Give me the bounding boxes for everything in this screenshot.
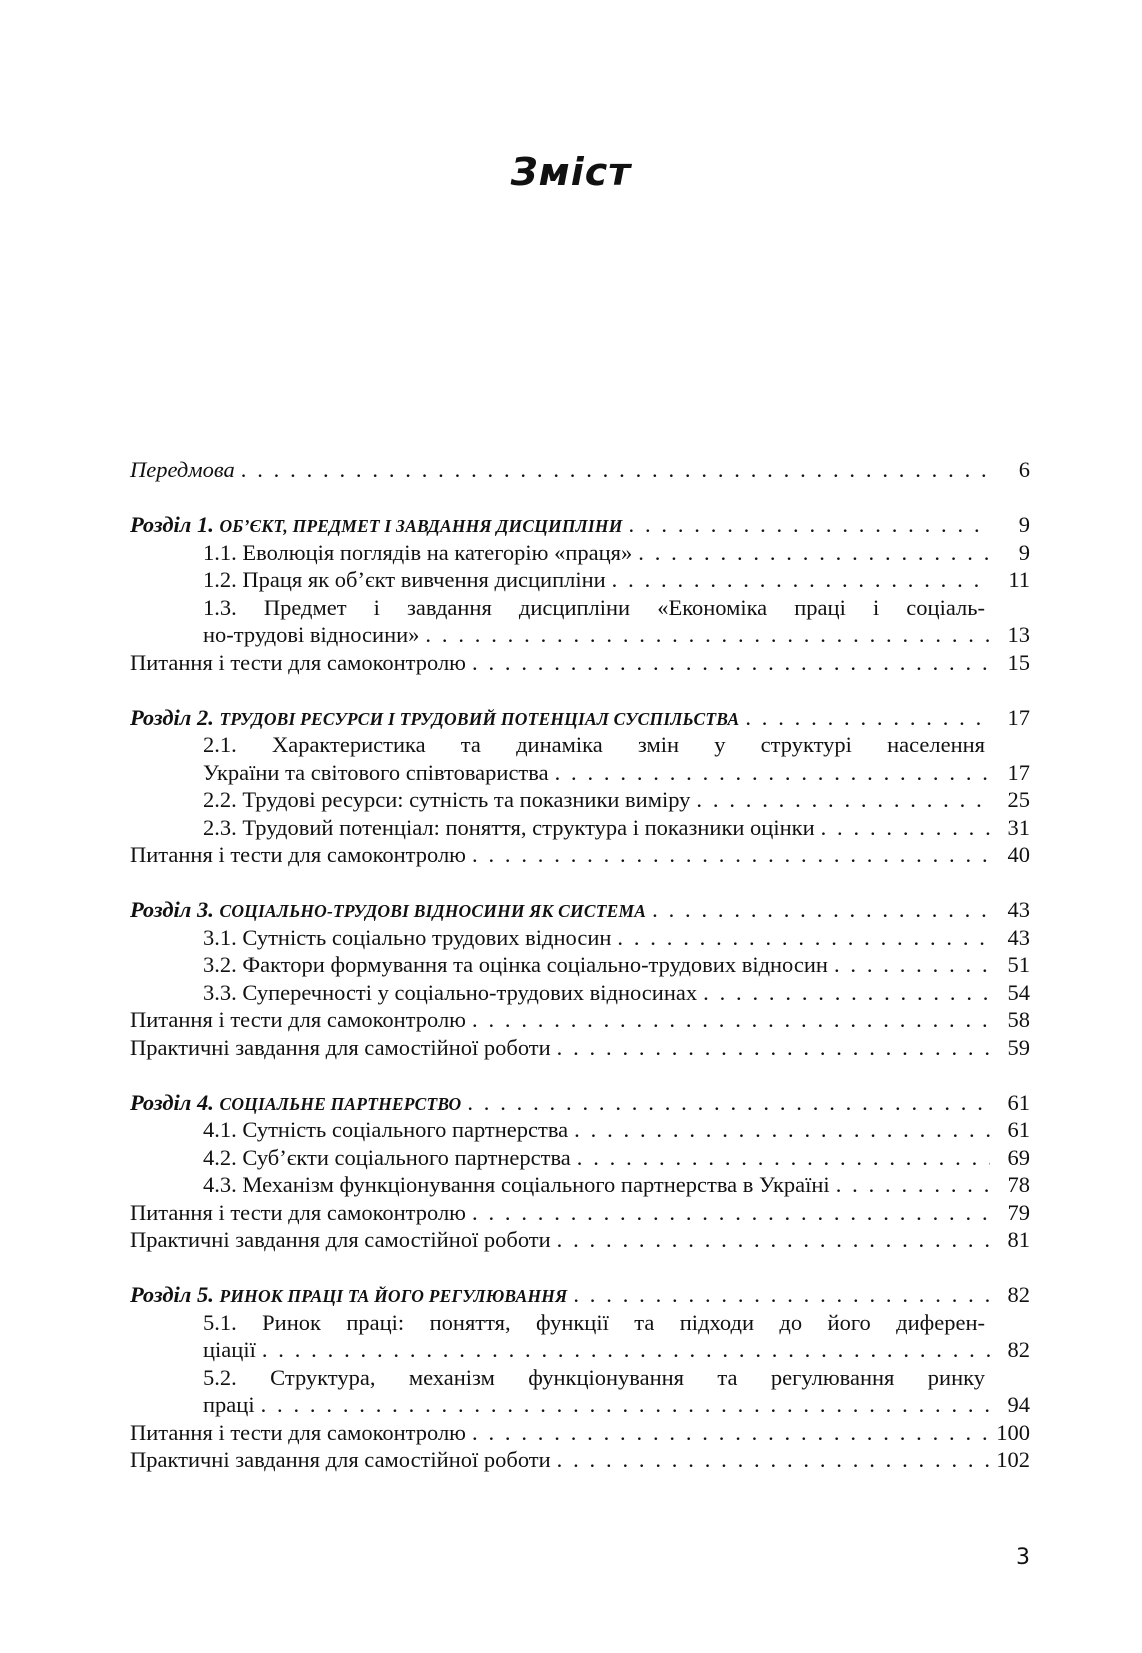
toc-page-number: 61 [1007,1089,1030,1115]
toc-page-number: 40 [1007,842,1030,867]
chapter-name: СОЦІАЛЬНО-ТРУДОВІ ВІДНОСИНИ ЯК СИСТЕМА [219,901,647,921]
chapter-label: Розділ 4. [130,1089,214,1115]
toc-section-entry-line2[interactable] [130,759,1030,787]
dot-leader [577,1144,990,1172]
toc-chapter-heading[interactable] [130,1089,1030,1117]
toc-entry-preface[interactable] [130,456,1030,484]
dot-leader [745,704,990,732]
dot-leader [834,951,990,979]
toc-section-entry-line2[interactable] [130,1336,1030,1364]
toc-entry-text: 1.3. Предмет і завдання дисципліни «Економіка праці і соціаль- [203,594,985,620]
toc-entry-text: ціації [203,1337,256,1362]
toc-section-entry-line2[interactable] [130,621,1030,649]
toc-entry-text: праці [203,1392,255,1417]
dot-leader [241,456,990,484]
toc-page-number: 11 [1008,567,1030,592]
toc-practice-entry[interactable] [130,1034,1030,1062]
toc-section-entry-line1[interactable] [130,1364,1030,1392]
toc-page-number: 100 [996,1419,1030,1445]
toc-section-entry[interactable] [130,1116,1030,1144]
toc-entry-text: 2.1. Характеристика та динаміка змін у структурі населення [203,732,985,757]
toc-section-entry[interactable] [130,566,1030,594]
toc-chapter-heading[interactable] [130,511,1030,539]
toc-page-number: 54 [1007,979,1030,1005]
toc-entry-text: 5.2. Структура, механізм функціонування та регулювання ринку [203,1364,985,1390]
toc-section-entry[interactable] [130,1144,1030,1172]
toc-page-number: 59 [1007,1034,1030,1060]
toc-chapter-5 [130,1281,1030,1474]
toc-page-number: 69 [1007,1144,1030,1170]
toc-entry-text: 3.1. Сутність соціально трудових відносин [203,924,612,950]
toc-section-entry-line1[interactable] [130,1309,1030,1337]
toc-page-number: 6 [1018,457,1030,482]
toc-entry-text: Передмова [130,457,235,482]
dot-leader [261,1391,990,1419]
dot-leader [472,841,990,869]
toc-questions-entry[interactable] [130,841,1030,869]
toc-entry-text: Практичні завдання для самостійної роботи [130,1227,551,1252]
toc-chapter-2 [130,704,1030,869]
toc-section-entry-line1[interactable] [130,594,1030,622]
chapter-label: Розділ 5. [130,1282,214,1307]
dot-leader [472,1006,990,1034]
chapter-title [130,704,739,734]
toc-page-number: 43 [1007,924,1030,950]
chapter-label: Розділ 1. [130,512,214,537]
toc-chapter-heading[interactable] [130,704,1030,732]
toc-entry-text: 4.1. Сутність соціального партнерства [203,1117,569,1142]
dot-leader [703,979,990,1007]
toc-chapter-heading[interactable] [130,1281,1030,1309]
toc-entry-text: 3.2. Фактори формування та оцінка соціально-трудових відносин [203,952,828,977]
dot-leader [617,924,990,952]
dot-leader [262,1336,990,1364]
toc-questions-entry[interactable] [130,649,1030,677]
dot-leader [467,1089,990,1117]
dot-leader [557,1034,990,1062]
toc-entry-text: Питання і тести для самоконтролю [130,649,466,675]
chapter-title [130,1089,461,1119]
toc-entry-text: 2.2. Трудові ресурси: сутність та показники виміру [203,787,691,812]
toc-page-number: 79 [1007,1199,1030,1225]
chapter-name: ОБ’ЄКТ, ПРЕДМЕТ І ЗАВДАННЯ ДИСЦИПЛІНИ [219,516,623,536]
toc-chapter-heading[interactable] [130,896,1030,924]
toc-preface-block [130,456,1030,484]
toc-entry-text: 3.3. Суперечності у соціально-трудових відносинах [203,979,698,1005]
dot-leader [638,539,990,567]
dot-leader [629,511,991,539]
toc-practice-entry[interactable] [130,1446,1030,1474]
toc-entry-text: Питання і тести для самоконтролю [130,1007,466,1032]
toc-page-number: 15 [1007,649,1030,675]
toc-section-entry-line1[interactable] [130,731,1030,759]
dot-leader [573,1281,990,1309]
toc-section-entry[interactable] [130,539,1030,567]
dot-leader [574,1116,990,1144]
toc-entry-text: но-трудові відносини» [203,622,420,647]
toc-entry-text: Питання і тести для самоконтролю [130,842,466,867]
chapter-label: Розділ 3. [130,897,214,922]
chapter-name: СОЦІАЛЬНЕ ПАРТНЕРСТВО [219,1093,462,1114]
toc-practice-entry[interactable] [130,1226,1030,1254]
toc-entry-text: 4.2. Суб’єкти соціального партнерства [203,1144,571,1170]
page-title: Зміст [510,150,632,194]
toc-entry-text: 2.3. Трудовий потенціал: поняття, структура і показники оцінки [203,814,815,840]
dot-leader [472,1199,990,1227]
toc-section-entry[interactable] [130,814,1030,842]
chapter-name: ТРУДОВІ РЕСУРСИ І ТРУДОВИЙ ПОТЕНЦІАЛ СУСПІЛЬСТВА [219,708,740,729]
toc-page-number: 78 [1007,1172,1030,1197]
toc-section-entry[interactable] [130,786,1030,814]
toc-section-entry[interactable] [130,924,1030,952]
chapter-name: РИНОК ПРАЦІ ТА ЙОГО РЕГУЛЮВАННЯ [219,1286,568,1306]
toc-questions-entry[interactable] [130,1419,1030,1447]
dot-leader [425,621,990,649]
toc-page-number: 94 [1007,1392,1030,1417]
chapter-label: Розділ 2. [130,704,214,730]
dot-leader [652,896,990,924]
toc-page-number: 17 [1007,704,1030,730]
toc-page-number: 31 [1007,814,1030,840]
toc-entry-text: Практичні завдання для самостійної роботи [130,1447,551,1472]
toc-page-number: 102 [996,1447,1030,1472]
toc-questions-entry[interactable] [130,1006,1030,1034]
toc-page-number: 13 [1007,622,1030,647]
toc-section-entry[interactable] [130,979,1030,1007]
dot-leader [696,786,990,814]
chapter-title [130,511,623,541]
toc-page-number: 25 [1007,787,1030,812]
toc-entry-text: 4.3. Механізм функціонування соціального партнерства в Україні [203,1172,830,1197]
toc-chapter-4 [130,1089,1030,1254]
toc-entry-text: Питання і тести для самоконтролю [130,1419,466,1445]
chapter-title [130,896,646,926]
toc-page-number: 43 [1007,897,1030,922]
toc-page-number: 9 [1018,539,1030,565]
toc-entry-text: 1.2. Праця як об’єкт вивчення дисципліни [203,567,606,592]
dot-leader [557,1446,990,1474]
toc-chapter-3 [130,896,1030,1061]
toc-section-entry[interactable] [130,1171,1030,1199]
toc-entry-text: Питання і тести для самоконтролю [130,1199,466,1225]
toc-questions-entry[interactable] [130,1199,1030,1227]
toc-entry-text: 5.1. Ринок праці: поняття, функції та підходи до його диферен- [203,1309,985,1335]
dot-leader [555,759,990,787]
dot-leader [472,649,990,677]
toc-page-number: 81 [1007,1227,1030,1252]
toc-page-number: 82 [1007,1337,1030,1362]
dot-leader [821,814,990,842]
toc-page-number: 58 [1007,1007,1030,1032]
toc-entry-text: України та світового співтовариства [203,759,549,785]
toc-entry-text: Практичні завдання для самостійної роботи [130,1034,551,1060]
toc-page-number: 9 [1018,512,1030,537]
toc-chapter-1 [130,511,1030,676]
toc-page-number: 82 [1007,1282,1030,1307]
table-of-contents [130,456,1030,1501]
toc-section-entry-line2[interactable] [130,1391,1030,1419]
toc-entry-text: 1.1. Еволюція поглядів на категорію «праця» [203,539,633,565]
toc-section-entry[interactable] [130,951,1030,979]
toc-page-number: 51 [1007,952,1030,977]
chapter-title [130,1281,567,1311]
dot-leader [557,1226,990,1254]
toc-page-number: 61 [1007,1117,1030,1142]
dot-leader [836,1171,990,1199]
dot-leader [612,566,990,594]
toc-page-number: 17 [1007,759,1030,785]
dot-leader [472,1419,990,1447]
page-number: 3 [1016,1545,1030,1570]
